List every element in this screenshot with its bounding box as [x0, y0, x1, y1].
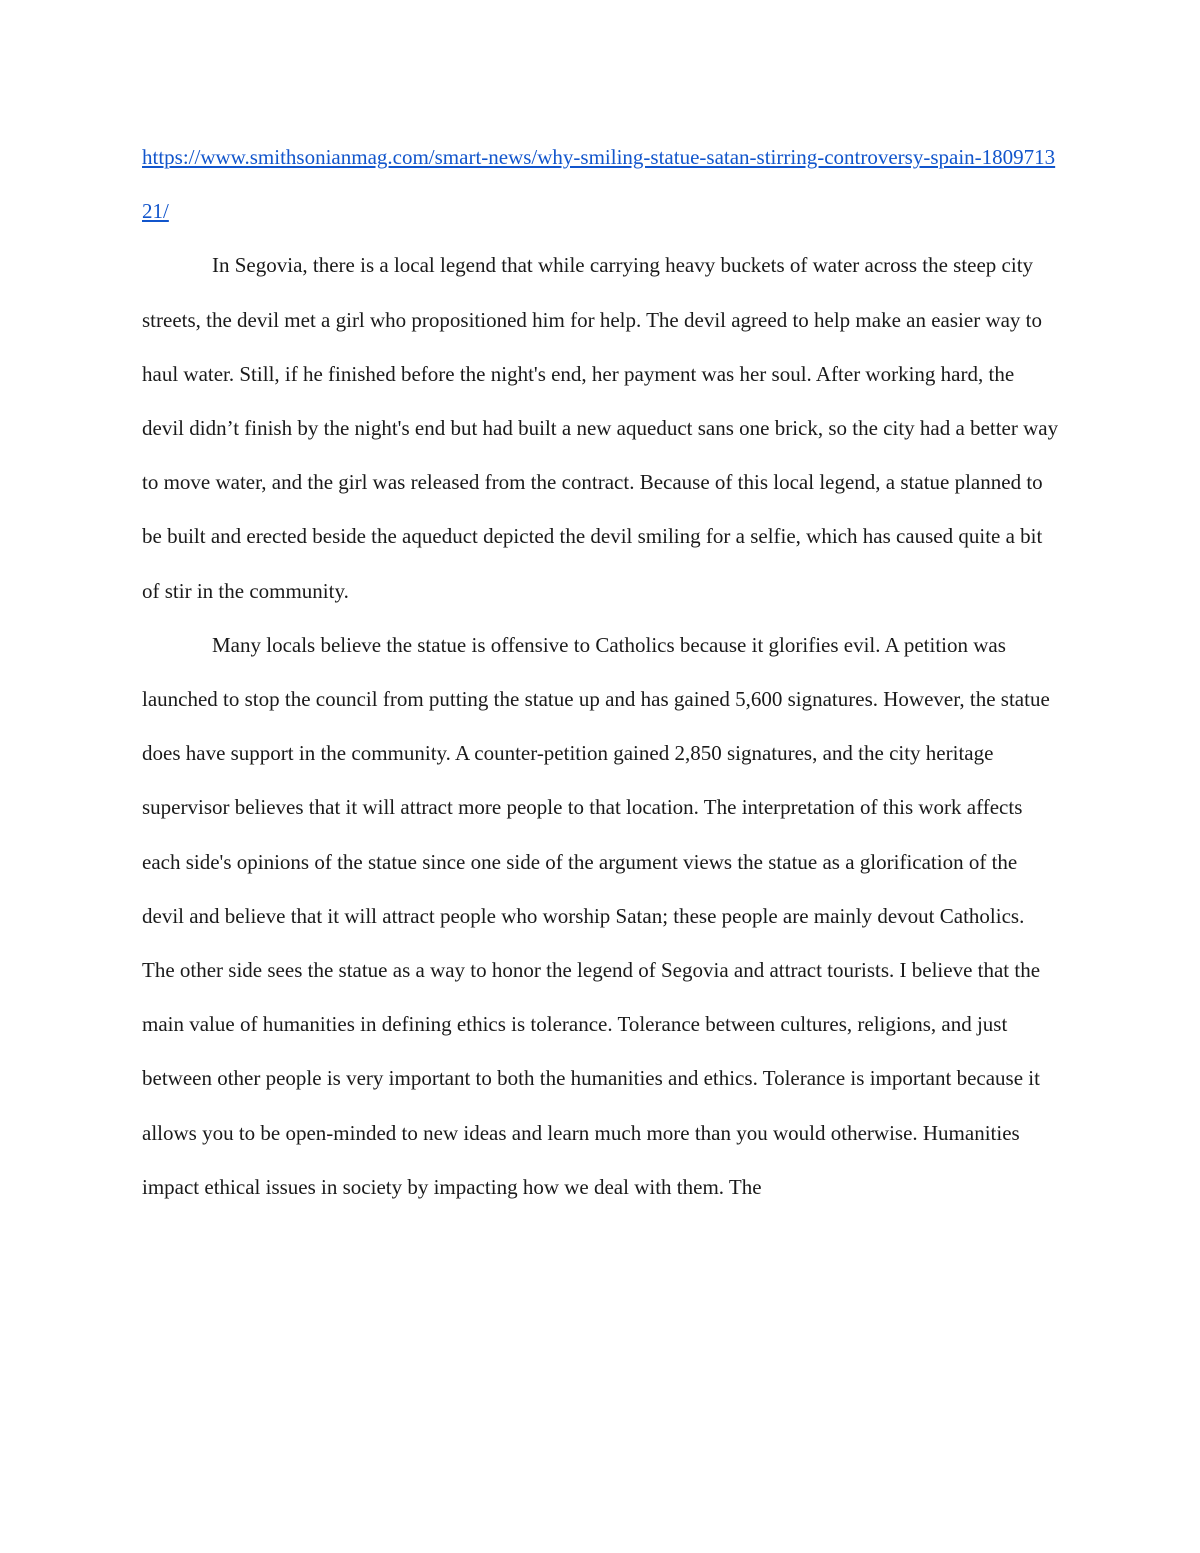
source-link[interactable]: https://www.smithsonianmag.com/smart-news/why-smiling-statue-satan-stirring-controversy-spain-180971321/: [142, 145, 1056, 224]
paragraph-legend: In Segovia, there is a local legend that while carrying heavy buckets of water across the steep city streets, the devil met a girl who propositioned him for help. The devil agreed to help make an easier way to haul water. Still, if he finished before the night's end, her payment was her soul. After working hard, the devil didn’t finish by the night's end but had built a new aqueduct sans one brick, so the city had a better way to move water, and the girl was released from the contract. Because of this local legend, a statue planned to be built and erected beside the aqueduct depicted the devil smiling for a selfie, which has caused quite a bit of stir in the community.: [142, 253, 1059, 603]
paragraph-controversy: Many locals believe the statue is offensive to Catholics because it glorifies evil. A petition was launched to stop the council from putting the statue up and has gained 5,600 signatures. However, the statue does have support in the community. A counter-petition gained 2,850 signatures, and the city heritage supervisor believes that it will attract more people to that location. The interpretation of this work affects each side's opinions of the statue since one side of the argument views the statue as a glorification of the devil and believe that it will attract people who worship Satan; these people are mainly devout Catholics. The other side sees the statue as a way to honor the legend of Segovia and attract tourists. I believe that the main value of humanities in defining ethics is tolerance. Tolerance between cultures, religions, and just between other people is very important to both the humanities and ethics. Tolerance is important because it allows you to be open-minded to new ideas and learn much more than you would otherwise. Humanities impact ethical issues in society by impacting how we deal with them. The: [142, 632, 1050, 1199]
document-body: [142, 130, 1060, 1214]
